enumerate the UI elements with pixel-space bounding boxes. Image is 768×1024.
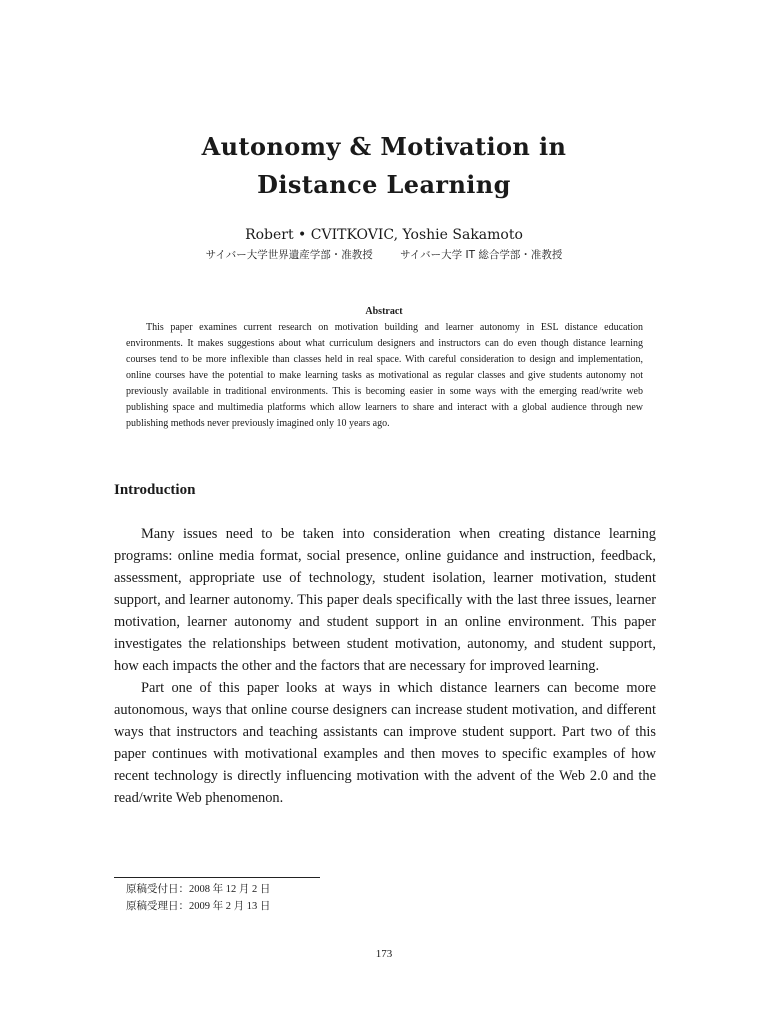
page-number: 173	[375, 948, 393, 960]
body-paragraph: Many issues need to be taken into consideration when creating distance learning programs: online media format, social presence, online guidance and instruction, feedback, assessment, appropriate use of technology, student isolation, learner motivation, student support, and learner autonomy. This paper deals specifically with the last three issues, learner motivation, learner autonomy and student support in an online environment. This paper investigates the relationships between student motivation, autonomy, and student support, how each impacts the other and the factors that are necessary for improved learning.	[114, 526, 656, 674]
section-heading-introduction: Introduction	[114, 482, 196, 498]
footnote-divider	[114, 877, 320, 878]
paper-title-line-2: Distance Learning	[257, 170, 511, 199]
footnotes	[126, 881, 270, 915]
body-paragraph: Part one of this paper looks at ways in which distance learners can become more autonomous, ways that online course designers can increase student motivation, and different ways that instructors and teaching assistants can improve student support. Part two of this paper continues with motivational examples and then moves to specific examples of how recent technology is directly influencing motivation with the advent of the Web 2.0 and the read/write Web phenomenon.	[114, 680, 656, 806]
footnote-received-date: 原稿受付日：2008 年 12 月 2 日	[126, 884, 271, 895]
abstract-text: This paper examines current research on motivation building and learner autonomy in ESL distance education environments. It makes suggestions about what curriculum designers and instructors can do even though distance learning courses tend to be more inflexible than classes held in real space. With careful consideration to design and implementation, online courses have the potential to make learning tasks as motivational as regular classes and give students autonomy not previously available in traditional environments. This is becoming easier in some ways with the emerging read/write web publishing space and multimedia platforms which allow learners to share and interact with a global audience through new publishing methods never previously imagined only 10 years ago.	[126, 322, 643, 429]
abstract-heading: Abstract	[365, 306, 403, 317]
paper-title-line-1: Autonomy & Motivation in	[201, 132, 567, 161]
author-names: Robert • CVITKOVIC, Yoshie Sakamoto	[245, 227, 523, 243]
introduction-body	[114, 523, 656, 809]
paper-title	[0, 128, 768, 204]
footnote-accepted-date: 原稿受理日：2009 年 2 月 13 日	[126, 901, 271, 912]
author-affiliations	[0, 247, 768, 263]
affiliation-1: サイバー大学世界遺産学部・准教授	[205, 249, 373, 261]
affiliation-2: サイバー大学 IT 総合学部・准教授	[400, 249, 563, 261]
